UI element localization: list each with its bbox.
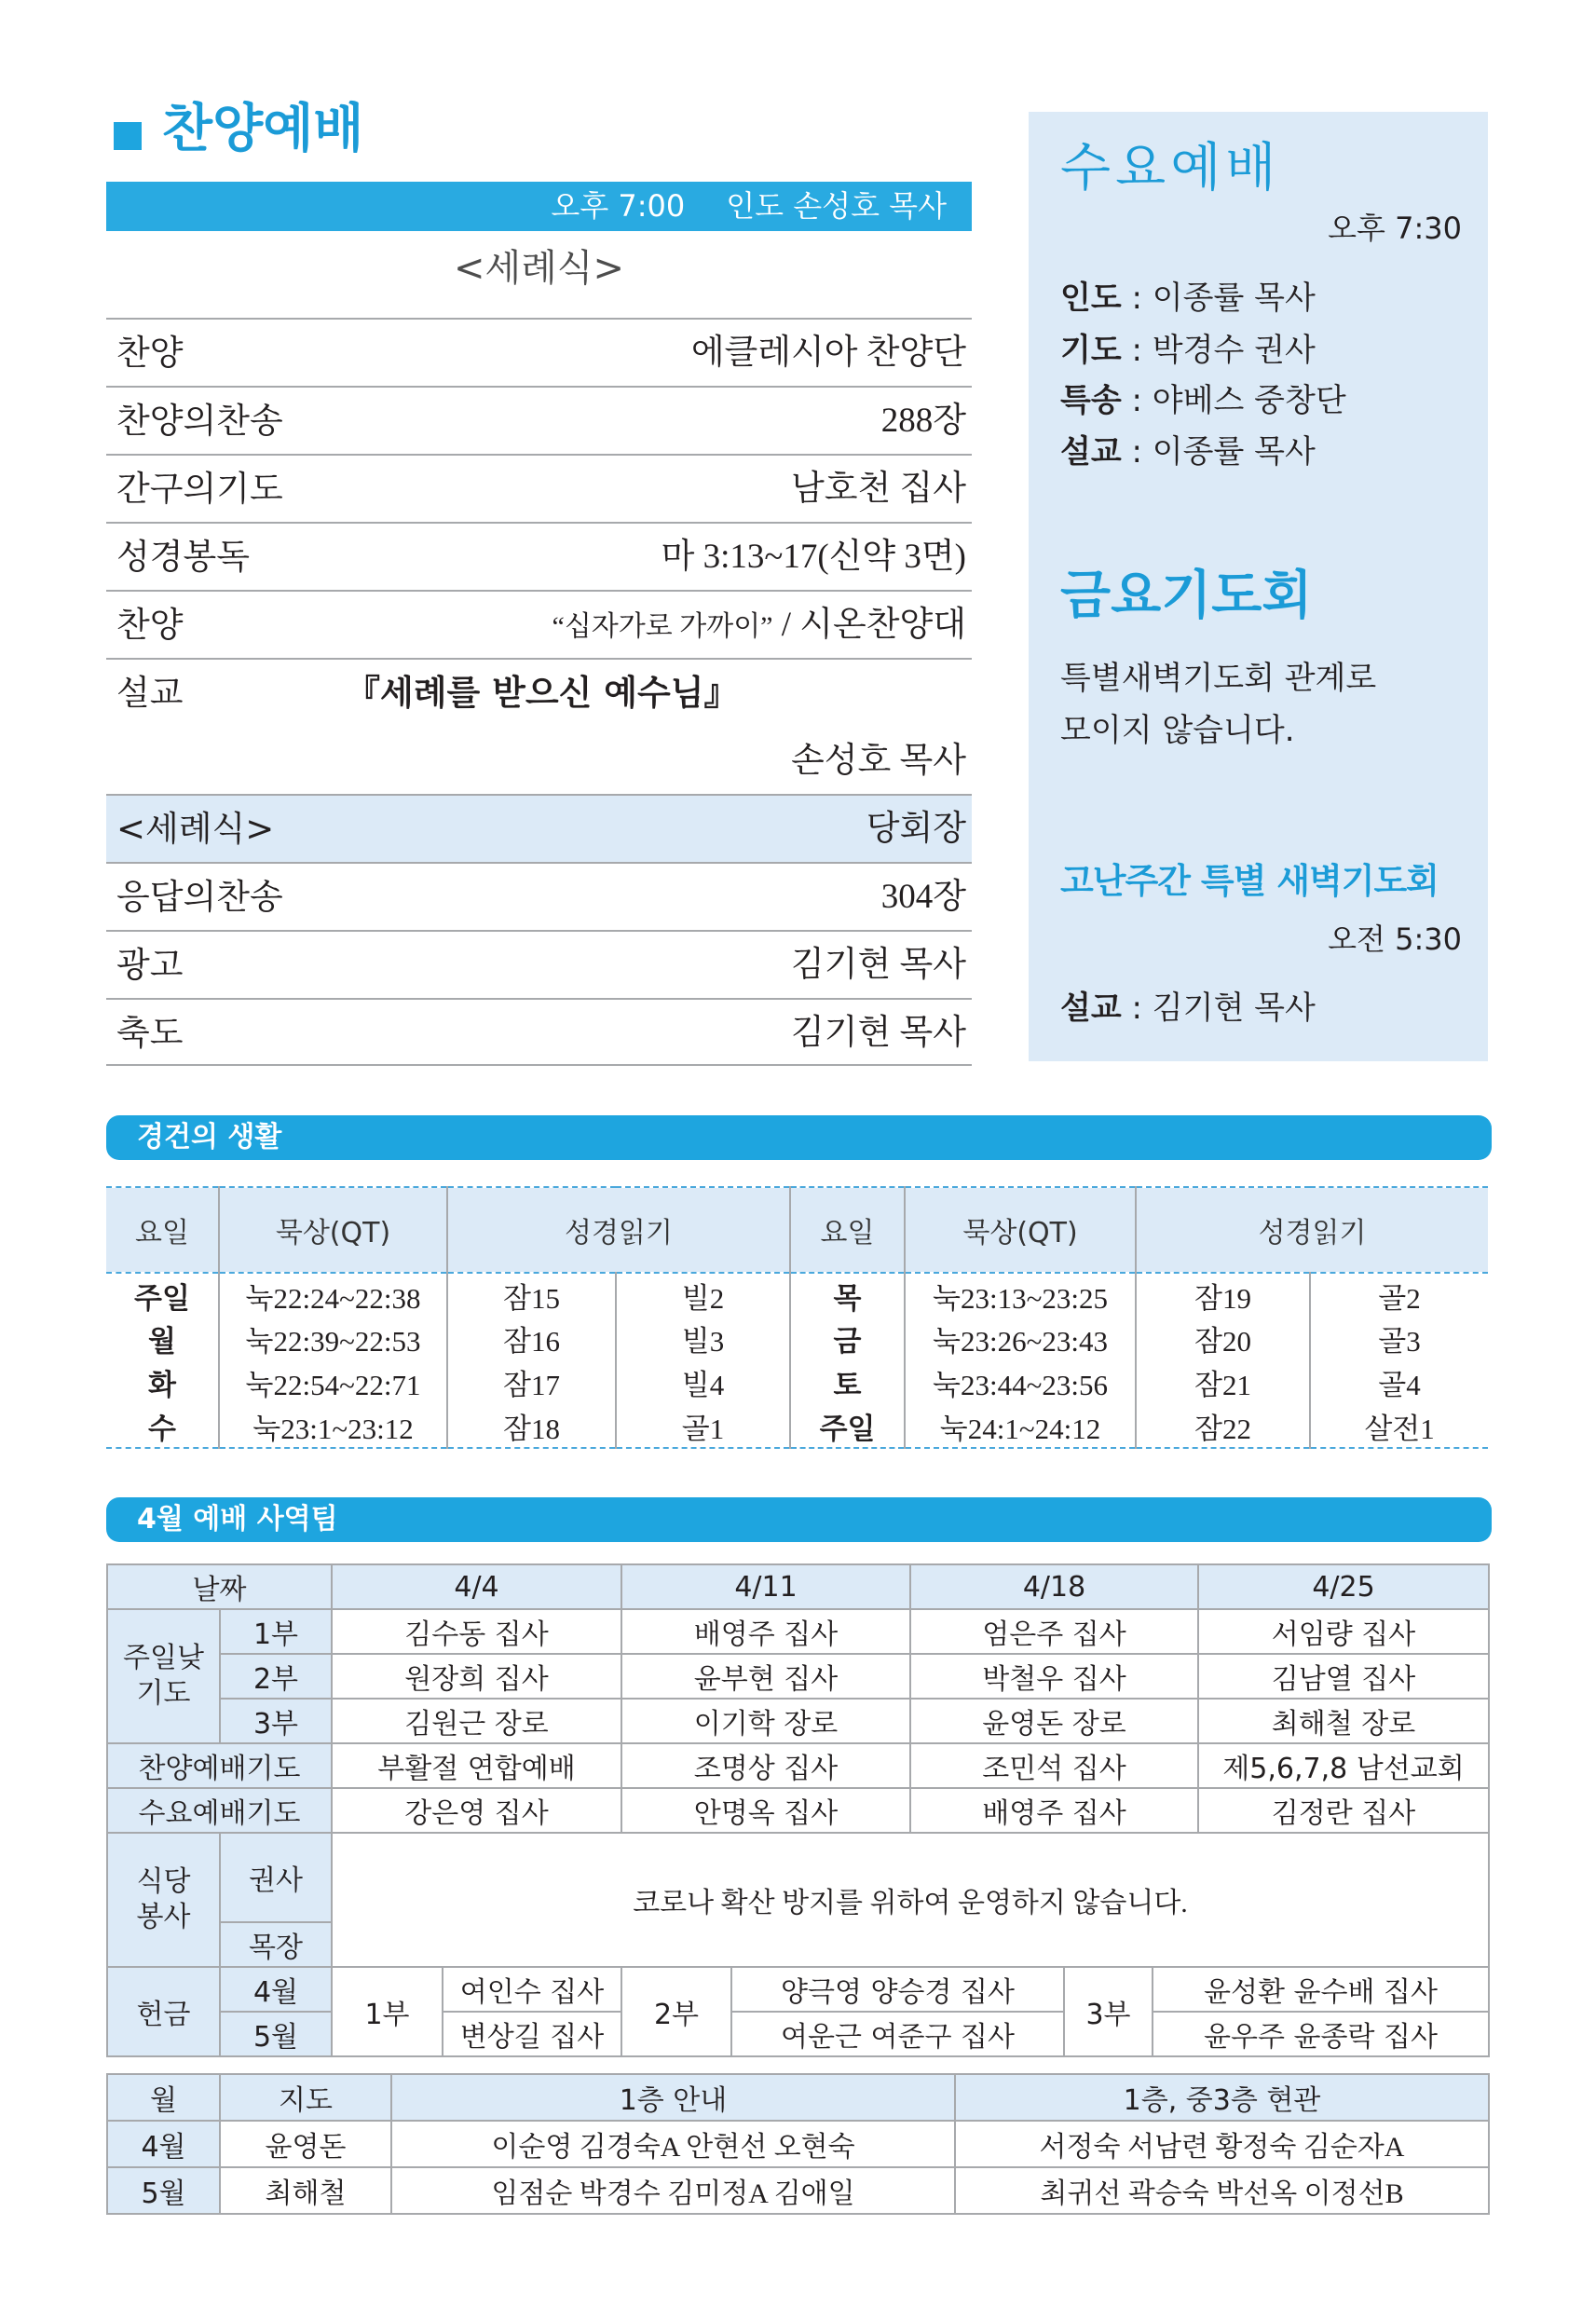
duty-row [107, 2167, 1489, 2214]
praise-time-bar [106, 182, 972, 231]
name-cell: 부활절 연합예배 [332, 1743, 621, 1788]
part-label: 3부 [220, 1699, 332, 1743]
team-row-sunday-3 [107, 1699, 1489, 1743]
floor1-cell: 임점순 박경수 김미정A 김애일 [391, 2167, 955, 2214]
wednesday-line [1060, 325, 1316, 375]
order-label: 찬양의찬송 [116, 401, 283, 441]
offering-part: 2부 [621, 1967, 731, 2056]
line-label: 기도 [1060, 332, 1122, 369]
reading-cell: 잠18 [447, 1404, 616, 1448]
reading-cell: 살전1 [1310, 1404, 1488, 1448]
reading-cell: 잠22 [1136, 1404, 1310, 1448]
reading-cell: 골4 [1310, 1360, 1488, 1404]
order-row-sermon [106, 658, 972, 794]
dawn-prayer-time: 오전 5:30 [1328, 922, 1462, 957]
order-value: 남호천 집사 [791, 470, 966, 508]
day-cell: 주일 [134, 1281, 190, 1316]
header-day: 요일 [790, 1187, 905, 1273]
name-cell: 여운근 여준구 집사 [731, 2012, 1064, 2056]
duty-header-row [107, 2074, 1489, 2121]
reading-cell: 빌3 [616, 1317, 790, 1360]
line-label: 설교 [1060, 990, 1122, 1027]
offering-label: 헌금 [107, 1967, 220, 2056]
choir-name: / 시온찬양대 [781, 606, 966, 644]
dawn-prayer-title: 고난주간 특별 새벽기도회 [1060, 861, 1439, 901]
name-cell: 조민석 집사 [910, 1743, 1198, 1788]
order-value: 김기현 목사 [791, 946, 966, 984]
date-header: 4/11 [621, 1564, 910, 1609]
separator: : [1131, 280, 1142, 317]
header-qt: 묵상(QT) [905, 1187, 1136, 1273]
name-cell: 배영주 집사 [910, 1788, 1198, 1833]
order-label: 설교 [116, 673, 184, 713]
team-row-offering-1 [107, 1967, 1489, 2012]
line-value: 박경수 권사 [1152, 332, 1316, 369]
separator: : [1131, 990, 1142, 1027]
line-value: 김기현 목사 [1152, 990, 1316, 1027]
order-value: 288장 [880, 402, 966, 440]
sunday-prayer-label [107, 1609, 220, 1743]
friday-line: 모이지 않습니다. [1060, 712, 1295, 749]
part-label: 1부 [220, 1609, 332, 1654]
order-row [106, 454, 972, 522]
name-cell: 윤성환 윤수배 집사 [1153, 1967, 1489, 2012]
friday-line: 특별새벽기도회 관계로 [1060, 660, 1377, 697]
header-day: 요일 [106, 1187, 219, 1273]
order-label: 찬양 [116, 333, 184, 373]
day-cell: 주일 [790, 1404, 905, 1448]
offering-part: 3부 [1064, 1967, 1153, 2056]
order-value: 304장 [880, 878, 966, 916]
qt-cell: 눅24:1~24:12 [905, 1404, 1136, 1448]
order-row [106, 930, 972, 998]
reading-cell: 잠21 [1136, 1360, 1310, 1404]
header-month: 월 [107, 2074, 220, 2121]
ministry-team-table [106, 1563, 1490, 2057]
team-row-sunday-1 [107, 1609, 1489, 1654]
usher-duty-table [106, 2073, 1490, 2215]
line-value: 야베스 중창단 [1152, 382, 1346, 419]
qt-cell: 눅22:39~22:53 [219, 1317, 447, 1360]
order-row [106, 318, 972, 386]
date-header: 4/18 [910, 1564, 1198, 1609]
name-cell: 배영주 집사 [621, 1609, 910, 1654]
name-cell: 엄은주 집사 [910, 1609, 1198, 1654]
offering-part: 1부 [332, 1967, 443, 2056]
order-value: 마 3:13~17(신약 3면) [661, 538, 966, 576]
name-cell: 윤부현 집사 [621, 1654, 910, 1699]
day-cell: 금 [790, 1317, 905, 1360]
devotion-row [106, 1317, 1488, 1360]
label-line: 봉사 [136, 1901, 191, 1933]
name-cell: 김남열 집사 [1198, 1654, 1489, 1699]
line-label: 특송 [1060, 382, 1122, 419]
day-cell: 화 [148, 1369, 176, 1402]
line-value: 이종률 목사 [1152, 280, 1316, 317]
duty-row [107, 2121, 1489, 2167]
day-cell: 월 [148, 1325, 176, 1358]
separator: : [1131, 332, 1142, 369]
part-label: 2부 [220, 1654, 332, 1699]
date-header: 4/25 [1198, 1564, 1489, 1609]
wednesday-title: 수요예배 [1060, 138, 1281, 198]
header-qt: 묵상(QT) [219, 1187, 447, 1273]
order-of-worship [106, 318, 972, 1066]
wednesday-line [1060, 273, 1316, 323]
wednesday-line [1060, 375, 1346, 426]
order-label: 광고 [116, 945, 184, 985]
reading-cell: 잠16 [447, 1317, 616, 1360]
date-label: 날짜 [107, 1564, 332, 1609]
reading-cell: 잠20 [1136, 1317, 1310, 1360]
order-value: 에클레시아 찬양단 [690, 334, 966, 372]
order-row [106, 862, 972, 930]
sermon-title: 『세례를 받으신 예수님』 [346, 673, 739, 713]
order-label: 축도 [116, 1013, 184, 1053]
qt-cell: 눅23:1~23:12 [219, 1404, 447, 1448]
order-value: 손성호 목사 [791, 742, 966, 780]
reading-cell: 잠17 [447, 1360, 616, 1404]
order-value: 김기현 목사 [791, 1014, 966, 1052]
guide-cell: 최해철 [220, 2167, 391, 2214]
section-bar-devotion: 경건의 생활 [106, 1115, 1492, 1160]
order-row-ceremony [106, 794, 972, 862]
friday-title: 금요기도회 [1060, 566, 1313, 626]
header-guide: 지도 [220, 2074, 391, 2121]
day-cell: 토 [790, 1360, 905, 1404]
praise-prayer-label: 찬양예배기도 [107, 1743, 332, 1788]
order-row [106, 522, 972, 590]
month-label: 5월 [220, 2012, 332, 2056]
reading-cell: 빌2 [616, 1273, 790, 1317]
praise-service-title: 찬양예배 [162, 99, 364, 159]
team-header-row [107, 1564, 1489, 1609]
team-row-sunday-2 [107, 1654, 1489, 1699]
praise-time: 오후 7:00 [551, 188, 686, 224]
role-label: 권사 [220, 1833, 332, 1922]
floor1-cell: 이순영 김경숙A 안현선 오현숙 [391, 2121, 955, 2167]
praise-leader: 인도 손성호 목사 [726, 188, 947, 224]
day-cell: 수 [148, 1412, 176, 1446]
month-cell: 5월 [107, 2167, 220, 2214]
order-row [106, 386, 972, 454]
name-cell: 서임량 집사 [1198, 1609, 1489, 1654]
role-label: 목장 [220, 1922, 332, 1967]
order-label: <세례식> [116, 809, 275, 849]
name-cell: 윤우주 윤종락 집사 [1153, 2012, 1489, 2056]
separator: : [1131, 382, 1142, 419]
header-entrance: 1층, 중3층 현관 [955, 2074, 1489, 2121]
order-value [552, 592, 967, 660]
order-value: 당회장 [866, 810, 966, 848]
order-row [106, 998, 972, 1066]
line-label: 인도 [1060, 280, 1122, 317]
wednesday-time: 오후 7:30 [1328, 211, 1462, 246]
entrance-cell: 최귀선 곽승숙 박선옥 이정선B [955, 2167, 1489, 2214]
qt-cell: 눅22:24~22:38 [219, 1273, 447, 1317]
name-cell: 원장희 집사 [332, 1654, 621, 1699]
devotion-table [106, 1186, 1488, 1449]
order-label: 찬양 [116, 605, 184, 645]
qt-cell: 눅23:44~23:56 [905, 1360, 1136, 1404]
reading-cell: 빌4 [616, 1360, 790, 1404]
name-cell: 변상길 집사 [443, 2012, 621, 2056]
team-row-offering-2 [107, 2012, 1489, 2056]
cafeteria-label [107, 1833, 220, 1967]
title-square-icon [114, 122, 142, 150]
name-cell: 강은영 집사 [332, 1788, 621, 1833]
devotion-row [106, 1273, 1488, 1317]
header-floor1: 1층 안내 [391, 2074, 955, 2121]
name-cell: 제5,6,7,8 남선교회 [1198, 1743, 1489, 1788]
month-cell: 4월 [107, 2121, 220, 2167]
reading-cell: 골3 [1310, 1317, 1488, 1360]
ceremony-heading: <세례식> [454, 247, 624, 290]
devotion-row [106, 1360, 1488, 1404]
name-cell: 김원근 장로 [332, 1699, 621, 1743]
name-cell: 최해철 장로 [1198, 1699, 1489, 1743]
order-row [106, 590, 972, 658]
reading-cell: 잠15 [447, 1273, 616, 1317]
order-label: 성경봉독 [116, 537, 250, 577]
order-label: 간구의기도 [116, 469, 283, 509]
separator: : [1131, 433, 1142, 471]
date-header: 4/4 [332, 1564, 621, 1609]
label-line: 주일낮 [123, 1642, 204, 1674]
name-cell: 윤영돈 장로 [910, 1699, 1198, 1743]
section-bar-team: 4월 예배 사역팀 [106, 1497, 1492, 1542]
team-row-cafeteria-1 [107, 1833, 1489, 1922]
order-label: 응답의찬송 [116, 877, 283, 917]
label-line: 기도 [136, 1677, 191, 1710]
name-cell: 김정란 집사 [1198, 1788, 1489, 1833]
reading-cell: 골1 [616, 1404, 790, 1448]
name-cell: 조명상 집사 [621, 1743, 910, 1788]
wednesday-line [1060, 427, 1316, 477]
team-row-praise-prayer [107, 1743, 1489, 1788]
name-cell: 이기학 장로 [621, 1699, 910, 1743]
qt-cell: 눅23:13~23:25 [905, 1273, 1136, 1317]
month-label: 4월 [220, 1967, 332, 2012]
name-cell: 안명옥 집사 [621, 1788, 910, 1833]
day-cell: 목 [790, 1273, 905, 1317]
reading-cell: 골2 [1310, 1273, 1488, 1317]
hymn-title: “십자가로 가까이” [552, 611, 773, 642]
label-line: 식당 [136, 1865, 191, 1898]
name-cell: 박철우 집사 [910, 1654, 1198, 1699]
qt-cell: 눅22:54~22:71 [219, 1360, 447, 1404]
header-reading: 성경읽기 [447, 1187, 790, 1273]
wed-prayer-label: 수요예배기도 [107, 1788, 332, 1833]
guide-cell: 윤영돈 [220, 2121, 391, 2167]
reading-cell: 잠19 [1136, 1273, 1310, 1317]
qt-cell: 눅23:26~23:43 [905, 1317, 1136, 1360]
devotion-row [106, 1404, 1488, 1448]
cafeteria-notice: 코로나 확산 방지를 위하여 운영하지 않습니다. [332, 1833, 1489, 1967]
name-cell: 양극영 양승경 집사 [731, 1967, 1064, 2012]
team-row-wed-prayer [107, 1788, 1489, 1833]
name-cell: 여인수 집사 [443, 1967, 621, 2012]
line-label: 설교 [1060, 433, 1122, 471]
entrance-cell: 서정숙 서남련 황정숙 김순자A [955, 2121, 1489, 2167]
side-panel [1029, 112, 1488, 1061]
line-value: 이종률 목사 [1152, 433, 1316, 471]
header-reading: 성경읽기 [1136, 1187, 1488, 1273]
dawn-prayer-line [1060, 983, 1316, 1033]
devotion-header-row [106, 1187, 1488, 1273]
name-cell: 김수동 집사 [332, 1609, 621, 1654]
